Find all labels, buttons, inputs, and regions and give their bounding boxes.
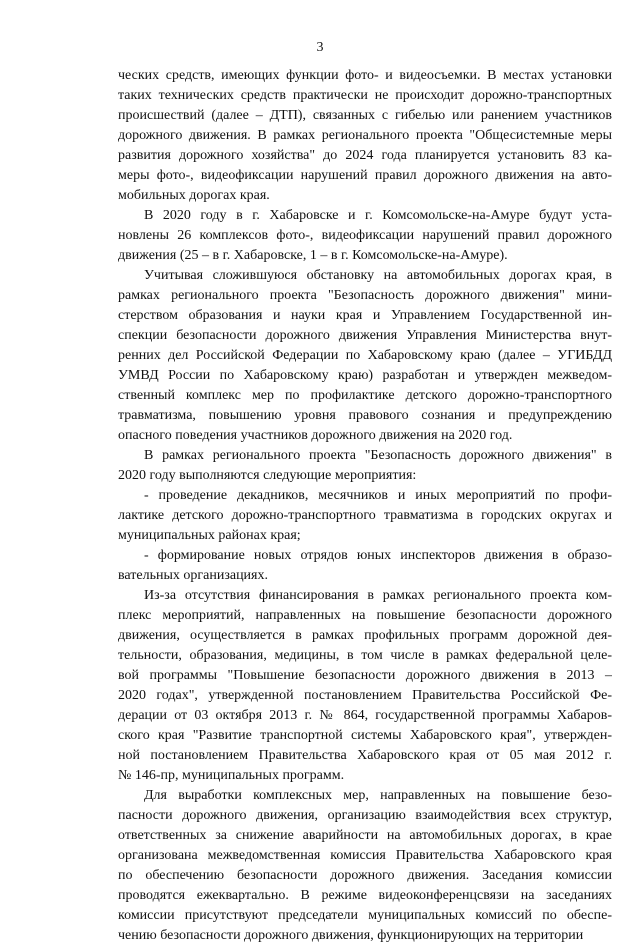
text-line (118, 66, 612, 86)
paragraph (118, 486, 612, 546)
line-text: лактике детского дорожно-транспортного травматизма в городских округах и (118, 508, 612, 523)
text-line (118, 806, 612, 826)
text-line (118, 126, 612, 146)
text-line (118, 686, 612, 706)
line-text: рамках регионального проекта "Безопасность дорожного движения" мини- (118, 288, 612, 303)
text-line (118, 166, 612, 186)
line-text: Учитывая сложившуюся обстановку на автомобильных дорогах края, в (144, 268, 612, 283)
line-text: ной постановлением Правительства Хабаровского края от 05 мая 2012 г. (118, 748, 612, 763)
line-text: происшествий (далее – ДТП), связанных с гибелью или ранением участников (118, 108, 612, 123)
text-line (118, 346, 612, 366)
text-line (118, 866, 612, 886)
line-text: 2020 году выполняются следующие мероприятия: (118, 468, 417, 483)
text-line (118, 906, 612, 926)
paragraph (118, 786, 612, 946)
paragraph (118, 206, 612, 266)
line-text: стерством образования и науки края и Управлением Государственной ин- (118, 308, 612, 323)
line-text: таких технических средств практически не происходит дорожно-транспортных (118, 88, 612, 103)
text-line (118, 226, 612, 246)
line-text: Из-за отсутствия финансирования в рамках регионального проекта ком- (144, 588, 612, 603)
line-text: движения, осуществляется в рамках профильных программ дорожной дея- (118, 628, 612, 643)
text-line (118, 846, 612, 866)
line-text: дорожного движения. В рамках регионального проекта "Общесистемные меры (118, 128, 612, 143)
line-text: чению безопасности дорожного движения, функционирующих на территории (118, 928, 584, 943)
line-text: ренних дел Российской Федерации по Хабаровскому краю (далее – УГИБДД (118, 348, 612, 363)
line-text: по обеспечению безопасности дорожного движения. Заседания комиссии (118, 868, 612, 883)
line-text: - проведение декадников, месячников и иных мероприятий по профи- (144, 488, 612, 503)
text-line (118, 926, 612, 946)
line-text: муниципальных районах края; (118, 528, 301, 543)
line-text: вательных организациях. (118, 568, 268, 583)
text-line (118, 86, 612, 106)
paragraph (118, 586, 612, 786)
text-line (118, 886, 612, 906)
line-text: меры фото-, видеофиксации нарушений правил дорожного движения на авто- (118, 168, 612, 183)
text-line (118, 206, 612, 226)
text-line (118, 726, 612, 746)
line-text: плекс мероприятий, направленных на повышение безопасности дорожного (118, 608, 612, 623)
line-text: - формирование новых отрядов юных инспекторов движения в образо- (144, 548, 612, 563)
line-text: ственный комплекс мер по профилактике детского дорожно-транспортного (118, 388, 612, 403)
line-text: ответственных за снижение аварийности на автомобильных дорогах, в крае (118, 828, 612, 843)
line-text: спекции безопасности дорожного движения Управления Министерства внут- (118, 328, 612, 343)
line-text: Для выработки комплексных мер, направленных на повышение безо- (144, 788, 612, 803)
line-text: пасности дорожного движения, организацию взаимодействия всех структур, (118, 808, 612, 823)
line-text: движения (25 – в г. Хабаровске, 1 – в г. Комсомольске-на-Амуре). (118, 248, 508, 263)
paragraph (118, 446, 612, 486)
paragraph (118, 66, 612, 206)
text-line (118, 546, 612, 566)
text-line (118, 826, 612, 846)
line-text: В рамках регионального проекта "Безопасность дорожного движения" в (144, 448, 612, 463)
text-line (118, 186, 612, 206)
line-text: дерации от 03 октября 2013 г. № 864, государственной программы Хабаров- (118, 708, 612, 723)
text-line (118, 266, 612, 286)
text-line (118, 146, 612, 166)
line-text: развития дорожного хозяйства" до 2024 года планируется установить 83 ка- (118, 148, 612, 163)
line-text: 2020 годах", утвержденной постановлением Правительства Российской Фе- (118, 688, 612, 703)
text-line (118, 486, 612, 506)
text-line (118, 426, 612, 446)
line-text: ческих средств, имеющих функции фото- и видеосъемки. В местах установки (118, 68, 612, 83)
text-line (118, 786, 612, 806)
line-text: вой программы "Повышение безопасности дорожного движения в 2013 – (118, 668, 612, 683)
document-body (118, 66, 612, 946)
paragraph (118, 546, 612, 586)
line-text: опасного поведения участников дорожного движения на 2020 год. (118, 428, 513, 443)
text-line (118, 446, 612, 466)
text-line (118, 106, 612, 126)
text-line (118, 306, 612, 326)
text-line (118, 566, 612, 586)
paragraph (118, 266, 612, 446)
text-line (118, 526, 612, 546)
text-line (118, 766, 612, 786)
text-line (118, 326, 612, 346)
line-text: новлены 26 комплексов фото-, видеофиксации нарушений правил дорожного (118, 228, 612, 243)
text-line (118, 626, 612, 646)
line-text: № 146-пр, муниципальных программ. (118, 768, 345, 783)
line-text: комиссии присутствуют председатели муниципальных комиссий по обеспе- (118, 908, 612, 923)
line-text: УМВД России по Хабаровскому краю) разработан и утвержден межведом- (118, 368, 612, 383)
line-text: организована межведомственная комиссия Правительства Хабаровского края (118, 848, 612, 863)
line-text: травматизма, повышению уровня правового сознания и предупреждению (118, 408, 612, 423)
text-line (118, 286, 612, 306)
line-text: В 2020 году в г. Хабаровске и г. Комсомольске-на-Амуре будут уста- (144, 208, 612, 223)
text-line (118, 406, 612, 426)
text-line (118, 606, 612, 626)
page-number: 3 (316, 40, 324, 55)
line-text: тельности, образования, медицины, в том числе в рамках федеральной целе- (118, 648, 612, 663)
text-line (118, 466, 612, 486)
text-line (118, 586, 612, 606)
text-line (118, 646, 612, 666)
text-line (118, 506, 612, 526)
line-text: проводятся ежеквартально. В режиме видеоконференцсвязи на заседаниях (118, 888, 612, 903)
text-line (118, 746, 612, 766)
text-line (118, 366, 612, 386)
text-line (118, 246, 612, 266)
text-line (118, 706, 612, 726)
text-line (118, 666, 612, 686)
line-text: мобильных дорогах края. (118, 188, 270, 203)
text-line (118, 386, 612, 406)
line-text: ского края "Развитие транспортной системы Хабаровского края", утвержден- (118, 728, 612, 743)
